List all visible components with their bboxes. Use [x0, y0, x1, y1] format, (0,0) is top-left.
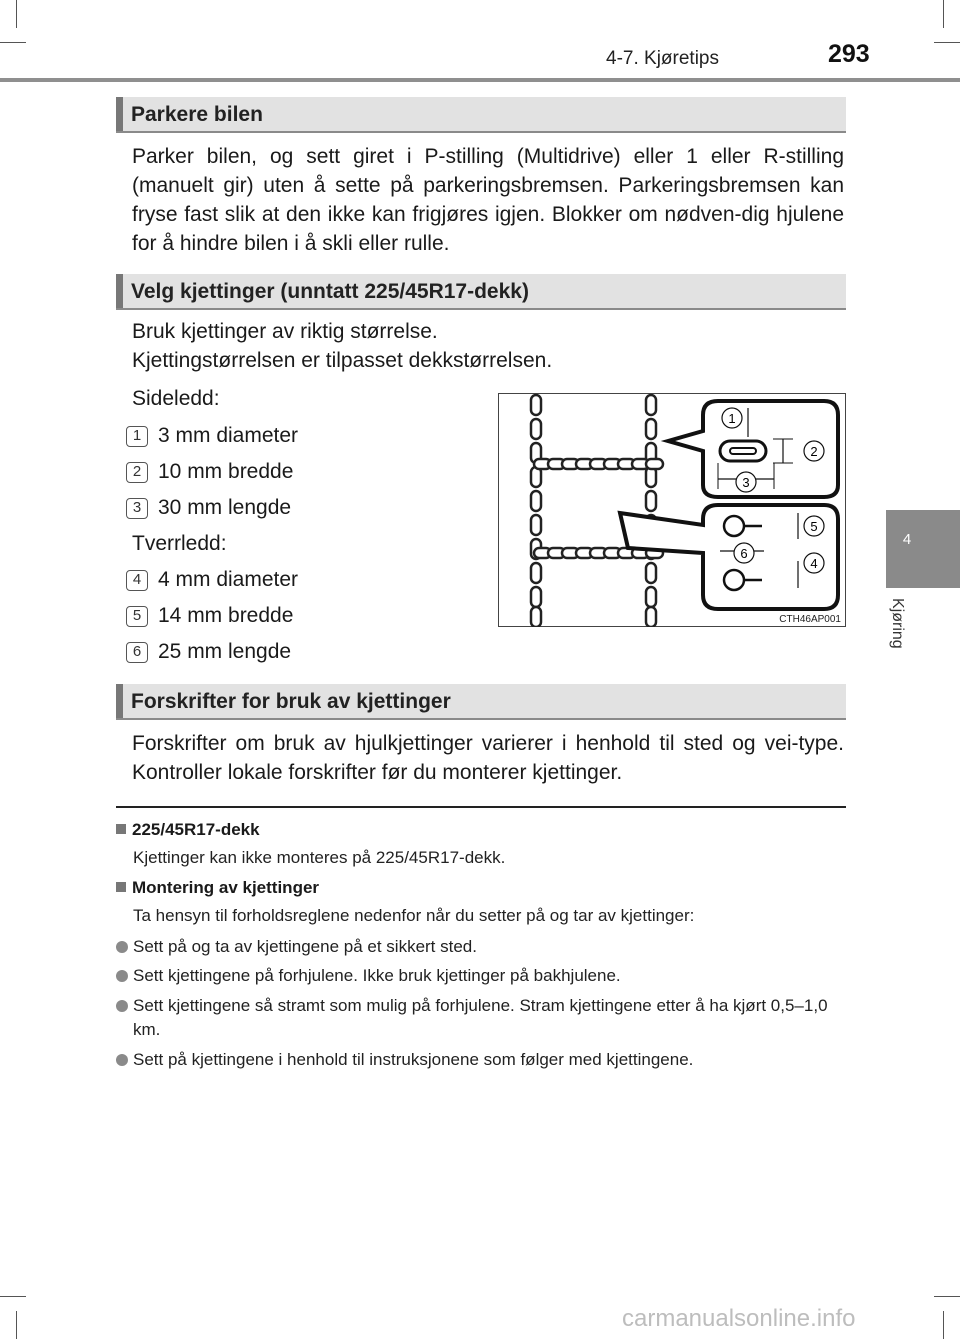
figure-code: CTH46AP001	[779, 614, 841, 625]
spec-text: 4 mm diameter	[158, 568, 299, 591]
bullet-dot-icon	[116, 1054, 128, 1066]
note-text: Ta hensyn til forholdsreglene nedenfor når du setter på og tar av kjettinger:	[133, 906, 695, 925]
heading-text: Forskrifter for bruk av kjettinger	[131, 690, 451, 713]
crop-mark	[0, 1296, 26, 1297]
number-badge: 4	[126, 570, 148, 591]
note-heading-mounting	[116, 878, 319, 898]
side-chain-right	[646, 395, 656, 627]
spec-text: 10 mm bredde	[158, 460, 294, 483]
crop-mark	[934, 1296, 960, 1297]
crop-mark	[16, 0, 17, 28]
cross-chain-upper	[534, 459, 663, 469]
chains-line-2: Kjettingstørrelsen er tilpasset dekkstørrelsen.	[132, 349, 553, 372]
cross-link-label: Tverrledd:	[132, 532, 227, 555]
bullet-text: Sett kjettingene på forhjulene. Ikke bruk kjettinger på bakhjulene.	[133, 966, 621, 985]
spec-text: 30 mm lengde	[158, 496, 292, 519]
bullet-text: Sett på kjettingene i henhold til instruksjonene som følger med kjettingene.	[133, 1050, 694, 1069]
watermark: carmanualsonline.info	[622, 1305, 856, 1332]
number-badge: 1	[126, 426, 148, 447]
bullet-dot-icon	[116, 970, 128, 982]
side-link-label: Sideledd:	[132, 387, 220, 410]
bullet-dot-icon	[116, 1000, 128, 1012]
header-rule	[0, 78, 960, 82]
section-label: 4-7. Kjøretips	[606, 48, 719, 69]
number-badge: 3	[126, 498, 148, 519]
page-number: 293	[828, 40, 870, 68]
callout-number-2	[804, 441, 824, 461]
svg-text:2: 2	[810, 444, 818, 459]
section-heading-parking	[116, 97, 846, 133]
heading-text: Parkere bilen	[131, 103, 263, 126]
heading-bar	[116, 684, 123, 718]
bullet-text: Sett kjettingene så stramt som mulig på forhjulene. Stram kjettingene etter å ha kjørt 0,5–1,0 km.	[133, 996, 828, 1039]
notes-divider	[116, 806, 846, 808]
chapter-number: 4	[902, 531, 912, 548]
heading-text: Velg kjettinger (unntatt 225/45R17-dekk)	[131, 280, 529, 303]
chapter-tab	[886, 510, 960, 588]
chapter-title: Kjøring	[889, 598, 906, 649]
section-heading-chains	[116, 274, 846, 310]
parking-paragraph: Parker bilen, og sett giret i P-stilling (Multidrive) eller 1 eller R-stilling (manuelt gir) uten å sette på parkeringsbremsen. Parkeringsbremsen kan fryse fast slik at den ikke kan frigjøres igjen. Blokker om nødven-dig hjulene for å hindre bilen i å skli eller rulle.	[132, 145, 844, 255]
callout-number-1	[722, 408, 742, 428]
regulations-paragraph: Forskrifter om bruk av hjulkjettinger varierer i henhold til sted og vei-type. Kontroller lokale forskrifter før du monterer kjettinger.	[132, 732, 844, 784]
bullet-dot-icon	[116, 941, 128, 953]
heading-bar	[116, 97, 123, 131]
callout-number-6	[734, 543, 754, 563]
note-heading-text: Montering av kjettinger	[132, 878, 320, 897]
callout-number-3	[736, 472, 756, 492]
spec-text: 25 mm lengde	[158, 640, 292, 663]
svg-text:5: 5	[810, 519, 818, 534]
number-badge: 2	[126, 462, 148, 483]
note-text: Kjettinger kan ikke monteres på 225/45R17-dekk.	[133, 848, 506, 867]
square-bullet-icon	[116, 824, 126, 834]
side-chain-left	[531, 395, 541, 627]
heading-bar	[116, 274, 123, 308]
crop-mark	[16, 1311, 17, 1339]
svg-text:6: 6	[740, 546, 748, 561]
svg-text:4: 4	[810, 556, 818, 571]
chains-line-1: Bruk kjettinger av riktig størrelse.	[132, 320, 438, 343]
svg-text:3: 3	[742, 475, 750, 490]
spec-text: 14 mm bredde	[158, 604, 294, 627]
square-bullet-icon	[116, 882, 126, 892]
callout-number-5	[804, 516, 824, 536]
bullet-text: Sett på og ta av kjettingene på et sikkert sted.	[133, 937, 477, 956]
chain-illustration	[498, 393, 846, 627]
number-badge: 5	[126, 606, 148, 627]
crop-mark	[943, 0, 944, 28]
crop-mark	[934, 42, 960, 43]
spec-text: 3 mm diameter	[158, 424, 299, 447]
crop-mark	[0, 42, 26, 43]
note-heading-text: 225/45R17-dekk	[132, 820, 260, 839]
note-heading-tire	[116, 820, 260, 840]
callout-number-4	[804, 553, 824, 573]
number-badge: 6	[126, 642, 148, 663]
svg-text:1: 1	[728, 411, 736, 426]
section-heading-regulations	[116, 684, 846, 720]
crop-mark	[943, 1311, 944, 1339]
